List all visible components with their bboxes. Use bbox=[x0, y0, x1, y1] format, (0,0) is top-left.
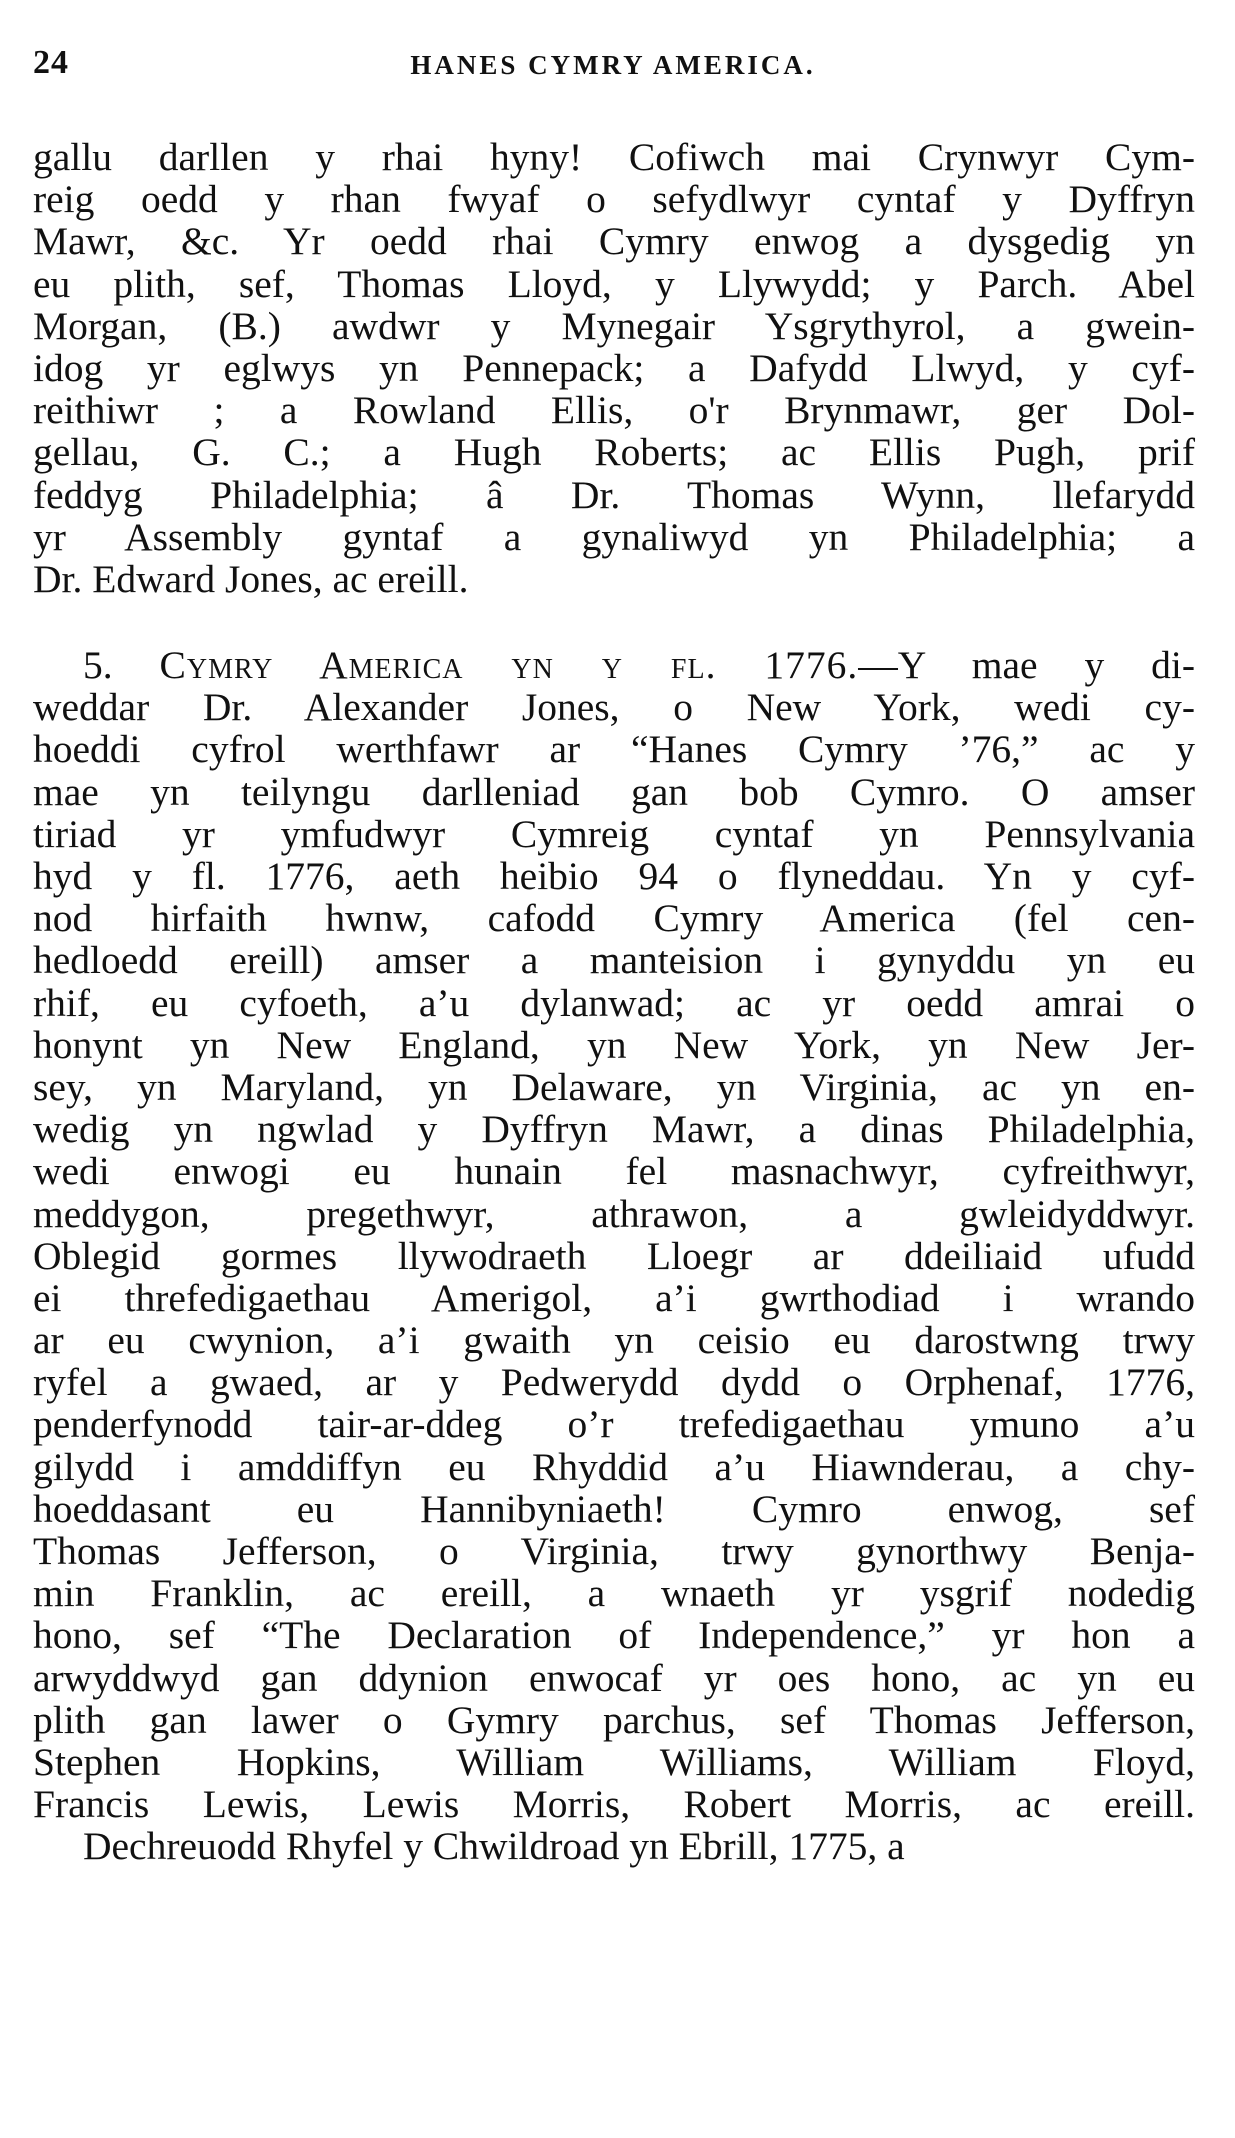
text-line: weddar Dr. Alexander Jones, o New York, wedi cy- bbox=[33, 685, 1195, 730]
text-line: Dr. Edward Jones, ac ereill. bbox=[33, 556, 469, 601]
text-line: reig oedd y rhan fwyaf o sefydlwyr cyntaf y Dyffryn bbox=[33, 177, 1195, 222]
text-line: Thomas Jefferson, o Virginia, trwy gynorthwy Benja- bbox=[33, 1529, 1195, 1573]
text-line: plith gan lawer o Gymry parchus, sef Thomas Jefferson, bbox=[33, 1697, 1195, 1742]
page-header bbox=[33, 44, 1193, 94]
paragraph-1 bbox=[33, 136, 1195, 600]
text-line: hono, sef “The Declaration of Independence,” yr hon a bbox=[33, 1613, 1195, 1658]
text-line: Stephen Hopkins, William Williams, William Floyd, bbox=[33, 1739, 1195, 1784]
text-line: gilydd i amddiffyn eu Rhyddid a’u Hiawnderau, a chy- bbox=[33, 1444, 1195, 1489]
text-line: ar eu cwynion, a’i gwaith yn ceisio eu darostwng trwy bbox=[33, 1318, 1195, 1363]
text-line: min Franklin, ac ereill, a wnaeth yr ysgrif nodedig bbox=[33, 1571, 1195, 1616]
text-line: penderfynodd tair-ar-ddeg o’r trefedigaethau ymuno a’u bbox=[33, 1402, 1195, 1447]
text-line: hoeddasant eu Hannibyniaeth! Cymro enwog, sef bbox=[33, 1486, 1195, 1531]
text-line: hoeddi cyfrol werthfawr ar “Hanes Cymry ’76,” ac y bbox=[33, 727, 1195, 772]
text-line: wedi enwogi eu hunain fel masnachwyr, cyfreithwyr, bbox=[33, 1149, 1195, 1194]
text-line: ei threfedigaethau Amerigol, a’i gwrthodiad i wrando bbox=[33, 1275, 1195, 1320]
text-line: Mawr, &c. Yr oedd rhai Cymry enwog a dysgedig yn bbox=[33, 219, 1195, 264]
section-number: 5. bbox=[83, 643, 113, 688]
text-line: wedig yn ngwlad y Dyffryn Mawr, a dinas Philadelphia, bbox=[33, 1107, 1195, 1152]
text-line: Oblegid gormes llywodraeth Lloegr ar ddeiliaid ufudd bbox=[33, 1233, 1195, 1278]
paragraph-gap bbox=[33, 600, 1195, 644]
text-line: arwyddwyd gan ddynion enwocaf yr oes hono, ac yn eu bbox=[33, 1655, 1195, 1700]
text-line: hedloedd ereill) amser a manteision i gynyddu yn eu bbox=[33, 938, 1195, 983]
text-line: sey, yn Maryland, yn Delaware, yn Virginia, ac yn en- bbox=[33, 1064, 1195, 1109]
text-line: reithiwr ; a Rowland Ellis, o'r Brynmawr, ger Dol- bbox=[33, 388, 1195, 433]
text-line: gellau, G. C.; a Hugh Roberts; ac Ellis Pugh, prif bbox=[33, 430, 1195, 475]
paragraph-2 bbox=[33, 686, 1195, 1825]
text-line: eu plith, sef, Thomas Lloyd, y Llywydd; y Parch. Abel bbox=[33, 261, 1195, 306]
page-number: 24 bbox=[33, 44, 69, 81]
text-line: meddygon, pregethwyr, athrawon, a gwleidyddwyr. bbox=[33, 1191, 1195, 1236]
text-line: nod hirfaith hwnw, cafodd Cymry America (fel cen- bbox=[33, 896, 1195, 941]
text-line: Morgan, (B.) awdwr y Mynegair Ysgrythyrol, a gwein- bbox=[33, 303, 1195, 348]
running-head: HANES CYMRY AMERICA. bbox=[410, 50, 816, 80]
text-line: yr Assembly gyntaf a gynaliwyd yn Philadelphia; a bbox=[33, 514, 1195, 559]
text-line: Francis Lewis, Lewis Morris, Robert Morris, ac ereill. bbox=[33, 1782, 1195, 1827]
text-line: rhif, eu cyfoeth, a’u dylanwad; ac yr oedd amrai o bbox=[33, 980, 1195, 1025]
paragraph-3-first-line: Dechreuodd Rhyfel y Chwildroad yn Ebrill, 1775, a bbox=[83, 1824, 905, 1869]
text-line: ryfel a gwaed, ar y Pedwerydd dydd o Orphenaf, 1776, bbox=[33, 1360, 1195, 1405]
section-heading-line bbox=[33, 644, 1195, 686]
text-line: idog yr eglwys yn Pennepack; a Dafydd Llwyd, y cyf- bbox=[33, 345, 1195, 390]
body-text bbox=[33, 136, 1195, 1868]
text-line: honynt yn New England, yn New York, yn New Jer- bbox=[33, 1022, 1195, 1067]
text-line: feddyg Philadelphia; â Dr. Thomas Wynn, llefarydd bbox=[33, 472, 1195, 517]
text-line: tiriad yr ymfudwyr Cymreig cyntaf yn Pennsylvania bbox=[33, 811, 1195, 856]
text-line: gallu darllen y rhai hyny! Cofiwch mai Crynwyr Cym- bbox=[33, 135, 1195, 179]
section-heading: Cymry America yn y fl. 1776. bbox=[159, 643, 859, 688]
text-line: hyd y fl. 1776, aeth heibio 94 o flyneddau. Yn y cyf- bbox=[33, 854, 1195, 898]
section-first-line-rest: —Y mae y di- bbox=[858, 643, 1196, 688]
text-line: mae yn teilyngu darlleniad gan bob Cymro. O amser bbox=[33, 769, 1195, 814]
